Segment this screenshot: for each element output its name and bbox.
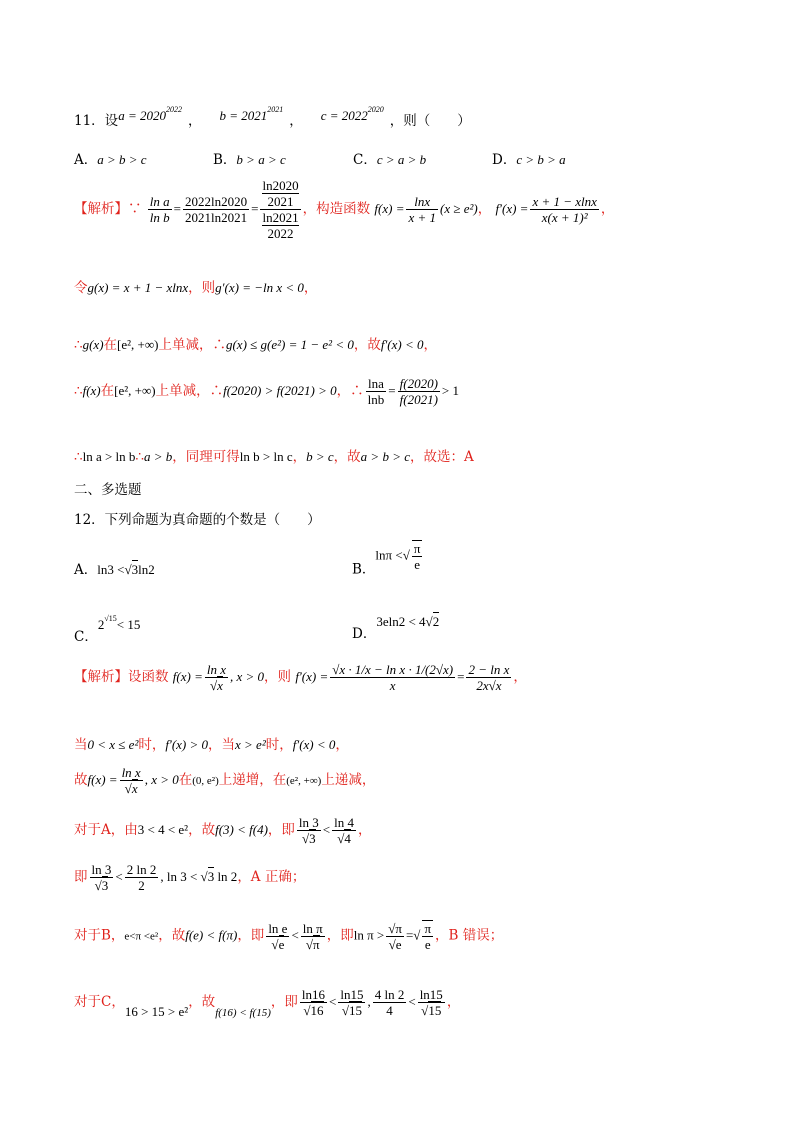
q11-solution-line5: ∴ln a > ln b∴a > b，同理可得ln b > ln c，b > c，故a > b > c，故选：A <box>74 449 474 465</box>
q12-solution-line5: 即 $\frac{\ln 3}{√3}$ < $\frac{2 \ln 2}{2}$ , ln 3 < √3 ln 2，A 正确； <box>74 862 306 893</box>
q11-solution-line4: ∴f(x)在[e², +∞)上单减，∴f(2020) > f(2021) > 0，∴ $\frac{\ln a}{\ln b}$ = $\frac{f(2020)}{f(2021)}$ > 1 <box>74 376 460 407</box>
q11-option-b: B．b > a > c <box>213 152 286 168</box>
q12-option-a: A．ln3 <√3ln2 <box>74 562 155 578</box>
q11-option-c: C．c > a > b <box>353 152 427 168</box>
q11-a: $a = 2020^{2022}$ <box>118 105 182 123</box>
q11-option-d: D．c > b > a <box>492 152 566 168</box>
q12-solution-line2: 当0 < x ≤ e²时，f′(x) > 0，当x > e²时，f′(x) < 0， <box>74 737 349 753</box>
q12-option-b: B．lnπ <√ $\frac{\pi}{e}$ <box>352 541 421 578</box>
q12-solution-line1: 【解析】设函数 f(x) = $\frac{\text{ln x}}{√x}$ , x > 0，则 f′(x) = $\frac{\text{√x · 1/x − ln x · 1/(2√x)}}{x}$ = $\frac{\text{2 − ln x}}{2x√x}$ ， <box>74 662 527 693</box>
q11-stem: 11．设$a = 2020^{2022}$， $b = 2021^{2021}$， $c = 2022^{2020}$，则（ ） <box>74 105 471 129</box>
q11-solution-line3: ∴g(x)在[e², +∞)上单减，∴g(x) ≤ g(e²) = 1 − e² < 0，故f′(x) < 0， <box>74 337 437 353</box>
q12-solution-line3: 故f(x) = $\frac{\text{ln x}}{√x}$ , x > 0在(0, e²)上递增，在(e², +∞)上递减， <box>74 765 376 796</box>
q11-solution-line2: 令g(x) = x + 1 − xlnx，则g′(x) = −ln x < 0， <box>74 280 318 296</box>
q12-solution-line6: 对于B，e<π <e²，故f(e) < f(π)，即 $\frac{\text{ln e}}{√e}$ < $\frac{\text{ln π}}{√\pi}$ ，即ln π > $\frac{√\pi}{√e}$ =√ $\frac{\pi}{e}$ ，B 错误； <box>74 920 504 952</box>
q11-solution-line1: 【解析】∵ $\frac{\text{ln a}}{\text{ln b}}$ = $\frac{2022\ln 2020}{2021\ln 2021}$ = ln2020 2021 ln2021 2022 ，构造函数 f(x) = $\frac{\ln x}{x + 1}$ (x ≥ e²)， f′(x) = $\frac{x + 1 - xlnx}{\text{x(x + 1)²}}$ ， <box>74 178 615 241</box>
q11-b: $b = 2021^{2021}$ <box>219 105 284 123</box>
q12-solution-line4: 对于A，由3 < 4 < e²，故f(3) < f(4)，即 $\frac{\ln 3}{√3}$ < $\frac{\ln 4}{√4}$ ， <box>74 815 372 846</box>
q12-option-c: C．$2^{√15}< 15$ <box>74 614 141 645</box>
q12-stem: 12．下列命题为真命题的个数是（ ） <box>74 512 321 528</box>
section-title: 二、多选题 <box>74 482 142 498</box>
q12-option-d: D．3eln2 < 4√2 <box>352 614 440 642</box>
q11-c: $c = 2022^{2020}$ <box>320 105 384 123</box>
q11-option-a: A．a > b > c <box>74 152 147 168</box>
q12-solution-line7: 对于C，16 > 15 > e²，故$_{f(16) < f(15)}$，即 $\frac{\ln 16}{√16}$ < $\frac{\ln 15}{√15}$ , $\frac{4 \ln 2}{4}$ < $\frac{\ln 15}{√15}$ ， <box>74 987 461 1019</box>
